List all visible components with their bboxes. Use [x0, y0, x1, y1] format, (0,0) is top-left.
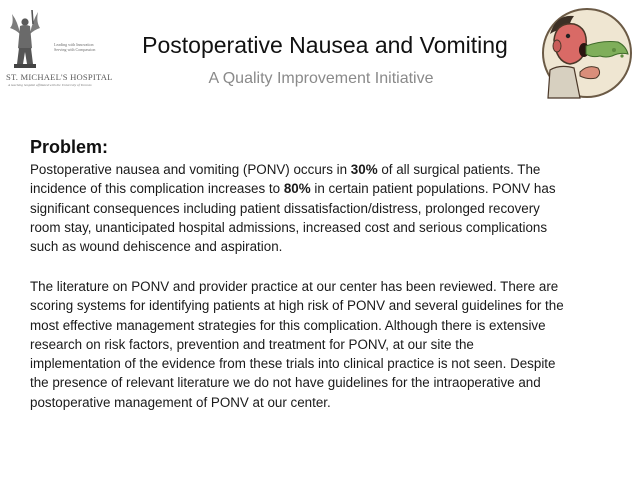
slide-subtitle: A Quality Improvement Initiative: [208, 70, 434, 87]
logo-affiliation: A teaching hospital affiliated with the University of Toronto: [8, 83, 92, 87]
paragraph-line: research on risk factors, prevention and treatment for PONV, at our site the: [30, 336, 474, 352]
statistic-80-percent: 80%: [283, 181, 311, 197]
paragraph-line: room stay, unanticipated hospital admissions, increased cost and serious complications: [30, 219, 548, 235]
paragraph-line: scoring systems for identifying patients at high risk of PONV and several guidelines for the: [30, 298, 564, 314]
text-span: Postoperative nausea and vomiting (PONV) occurs in: [30, 162, 351, 177]
logo-hospital-name: ST. MICHAEL'S HOSPITAL: [6, 72, 113, 82]
paragraph-line: the presence of relevant literature we do not have guidelines for the intraoperative and: [30, 375, 541, 391]
problem-paragraph-2: [30, 277, 620, 412]
paragraph-line: most effective management strategies for this complication. Although there is extensive: [30, 317, 546, 333]
paragraph-line: implementation of the evidence from these trials into clinical practice is not seen. Despite: [30, 356, 556, 372]
logo-tagline-line: Leading with Innovation: [54, 42, 94, 47]
paragraph-line: such as wound dehiscence and aspiration.: [30, 239, 283, 255]
paragraph-line: [30, 179, 620, 198]
paragraph-line: postoperative management of PONV at our center.: [30, 394, 331, 410]
paragraph-line: [30, 160, 620, 179]
statistic-30-percent: 30%: [350, 162, 378, 177]
text-span: of all surgical patients. The: [377, 162, 541, 177]
logo-tagline-line: Serving with Compassion: [54, 47, 96, 52]
text-span: incidence of this complication increases to: [30, 181, 284, 197]
slide-title: Postoperative Nausea and Vomiting: [142, 32, 508, 58]
problem-paragraph-1: [30, 160, 620, 256]
text-span: in certain patient populations. PONV has: [310, 181, 556, 197]
paragraph-line: significant consequences including patient dissatisfaction/distress, prolonged recovery: [30, 200, 540, 216]
paragraph-line: The literature on PONV and provider practice at our center has been reviewed. There are: [30, 279, 559, 294]
problem-heading: Problem:: [30, 137, 109, 157]
